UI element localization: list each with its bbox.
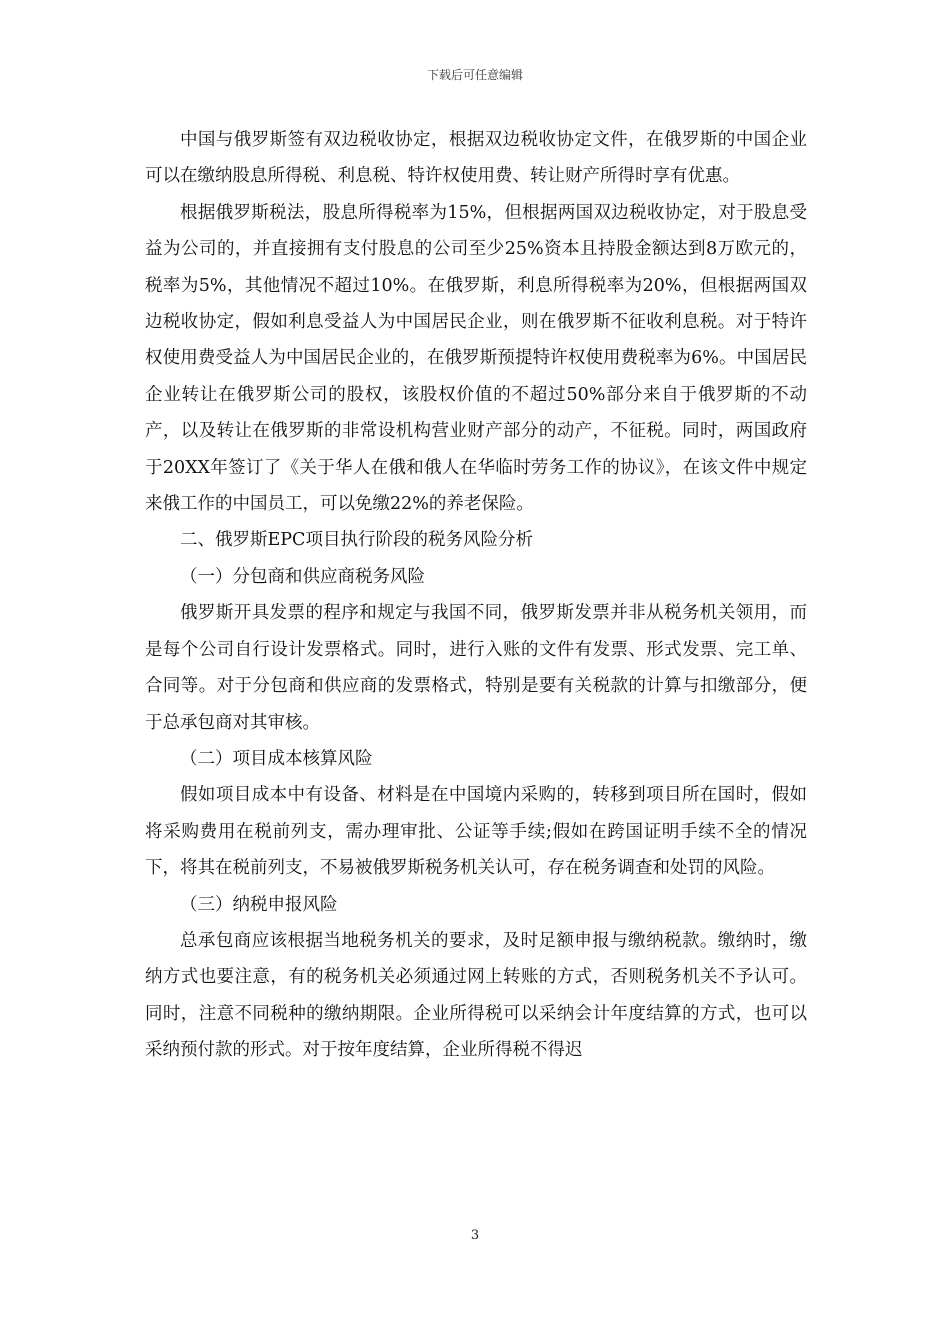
document-body: [145, 122, 807, 1069]
paragraph-invoice: 俄罗斯开具发票的程序和规定与我国不同，俄罗斯发票并非从税务机关领用，而是每个公司自行设计发票格式。同时，进行入账的文件有发票、形式发票、完工单、合同等。对于分包商和供应商的发票格式，特别是要有关税款的计算与扣缴部分，便于总承包商对其审核。: [145, 603, 807, 733]
page-header: 下载后可任意编辑: [426, 68, 523, 82]
paragraph-tax-filing: 总承包商应该根据当地税务机关的要求，及时足额申报与缴纳税款。缴纳时，缴纳方式也要注意，有的税务机关必须通过网上转账的方式，否则税务机关不予认可。同时，注意不同税种的缴纳期限。企业所得税可以采纳会计年度结算的方式，也可以采纳预付款的形式。对于按年度结算，企业所得税不得迟: [145, 930, 807, 1061]
paragraph-tax-rates: 根据俄罗斯税法，股息所得税率为15%，但根据两国双边税收协定，对于股息受益为公司的，并直接拥有支付股息的公司至少25%资本且持股金额达到8万欧元的，税率为5%，其他情况不超过10%。在俄罗斯，利息所得税率为20%，但根据两国双边税收协定，假如利息受益人为中国居民企业，则在俄罗斯不征收利息税。对于特许权使用费受益人为中国居民企业的，在俄罗斯预提特许权使用费税率为6%。中国居民企业转让在俄罗斯公司的股权，该股权价值的不超过50%部分来自于俄罗斯的不动产，以及转让在俄罗斯的非常设机构营业财产部分的动产，不征税。同时，两国政府于20XX年签订了《关于华人在俄和俄人在华临时劳务工作的协议》，在该文件中规定来俄工作的中国员工，可以免缴22%的养老保险。: [145, 202, 807, 515]
paragraph-tax-treaty: 中国与俄罗斯签有双边税收协定，根据双边税收协定文件，在俄罗斯的中国企业可以在缴纳股息所得税、利息税、特许权使用费、转让财产所得时享有优惠。: [145, 130, 807, 187]
section-heading-tax-risk: 二、俄罗斯EPC项目执行阶段的税务风险分析: [180, 530, 533, 551]
subsection-heading-subcontractor: （一）分包商和供应商税务风险: [180, 566, 425, 587]
page-number: 3: [470, 1228, 480, 1243]
subsection-heading-tax-filing: （三）纳税申报风险: [180, 894, 338, 915]
subsection-heading-cost-accounting: （二）项目成本核算风险: [180, 748, 373, 769]
paragraph-cost-accounting: 假如项目成本中有设备、材料是在中国境内采购的，转移到项目所在国时，假如将采购费用在税前列支，需办理审批、公证等手续;假如在跨国证明手续不全的情况下，将其在税前列支，不易被俄罗斯税务机关认可，存在税务调查和处罚的风险。: [145, 785, 807, 879]
